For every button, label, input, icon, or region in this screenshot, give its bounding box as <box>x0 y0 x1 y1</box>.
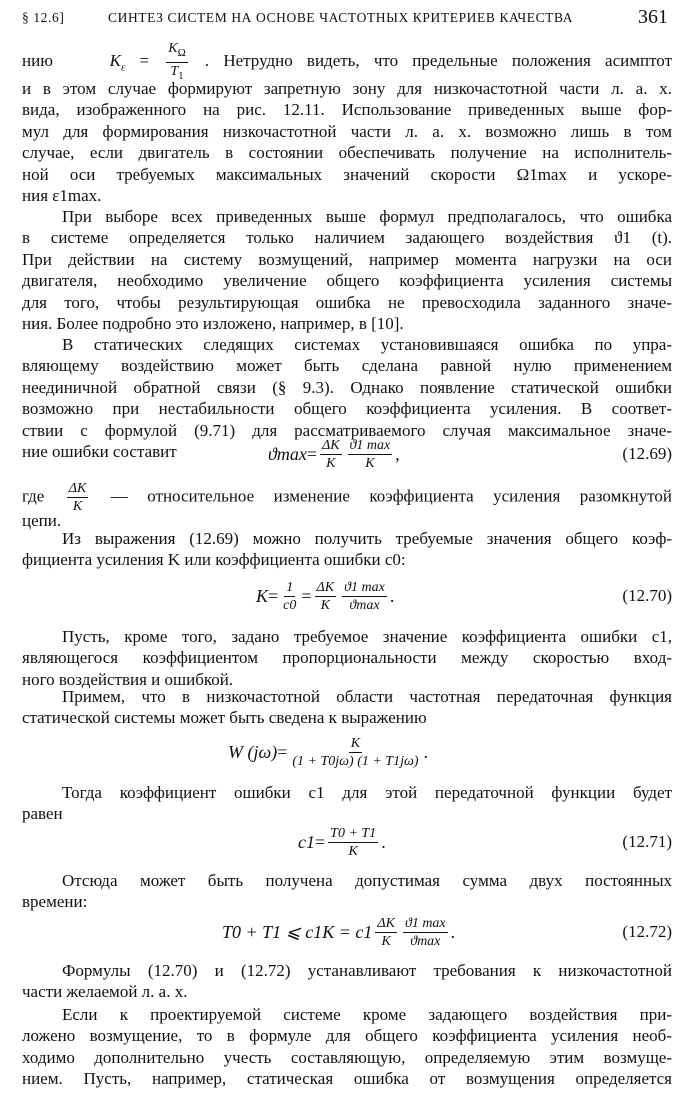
fraction <box>281 579 298 614</box>
paragraph-5 <box>22 528 672 571</box>
fraction-denominator: K <box>365 455 375 471</box>
text-line: вида, изображенного на рис. 12.11. Использование приведенных выше фор- <box>22 100 672 120</box>
fraction-denominator: (1 + T0jω) (1 + T1jω) <box>292 753 419 769</box>
fraction <box>320 437 342 472</box>
fraction-numerator: ϑ1 max <box>344 579 385 595</box>
text-line: равен <box>22 804 63 824</box>
fraction <box>375 915 397 950</box>
equation-transfer-function <box>22 728 672 776</box>
text-line: ние ошибки составит <box>22 442 177 462</box>
text-line: цепи. <box>22 511 62 530</box>
equation-number: (12.72) <box>622 922 672 941</box>
text-line: возможно при нестабильности общего коэффициента усиления. В соответ- <box>22 399 672 419</box>
equals-sign: = <box>315 831 326 852</box>
text-line: ствии с формулой (9.71) для рассматриваемого случая максимальное значе- <box>22 420 672 440</box>
text-line: Из выражения (12.69) можно получить требуемые значения общего коэф- <box>62 529 672 548</box>
equation-number: (12.70) <box>622 586 672 605</box>
text-line <box>22 480 673 514</box>
equation-12-71 <box>22 818 672 866</box>
fraction <box>290 735 420 770</box>
text-line: При выборе всех приведенных выше формул предполагалось, что ошибка <box>62 207 672 226</box>
text-line: ложено возмущение, то в формуле для общего коэффициента усиления необ- <box>22 1026 672 1046</box>
fraction-denominator: ϑmax <box>410 933 441 949</box>
text-line: Формулы (12.70) и (12.72) устанавливают требования к низкочастотной <box>62 961 672 980</box>
equation-12-70 <box>22 572 672 620</box>
fraction <box>403 915 448 950</box>
equals-sign: = <box>301 585 312 606</box>
text-line: Отсюда может быть получена допустимая сумма двух постоянных <box>62 871 672 890</box>
text-line: неединичной обратной связи (§ 9.3). Однако появление статической ошибки <box>22 377 672 397</box>
equation-lhs: T0 + T1 ⩽ c1K = c1 <box>222 921 373 942</box>
text-line: статической системы может быть сведена к выражению <box>22 708 427 728</box>
text-line: фициента усиления K или коэффициента ошибки c0: <box>22 550 406 570</box>
text-line: являющегося коэффициентом пропорциональности между скоростью вход- <box>22 648 672 668</box>
text-line: ной оси требуемых максимальных значений скорости Ω1max и ускоре- <box>22 164 672 184</box>
fraction <box>342 579 387 614</box>
text-line: вляющему воздействию может быть сделана равной нулю применением <box>22 356 672 376</box>
fraction-numerator: ϑ1 max <box>349 437 391 453</box>
paragraph-1 <box>22 40 672 206</box>
text-line: времени: <box>22 892 88 912</box>
page-number: 361 <box>638 6 668 28</box>
equals-sign: = <box>277 741 288 762</box>
fraction-numerator: T0 + T1 <box>330 825 377 841</box>
text-line: Если к проектируемой системе кроме задающего воздействия при- <box>62 1005 672 1024</box>
fraction-denominator: K <box>320 597 330 613</box>
text-line: ходимо дополнительно учесть составляющую, определяемую этим возмуще- <box>22 1047 672 1067</box>
text-line: части желаемой л. а. х. <box>22 982 188 1002</box>
fraction <box>315 579 337 614</box>
equals-sign: = <box>139 51 150 71</box>
fraction-numerator: 1 <box>286 579 294 595</box>
denominator-subscript: 1 <box>178 69 184 82</box>
text-line: При действии на систему возмущений, например момента нагрузки на оси <box>22 249 672 269</box>
text-line: двигателя, необходимо увеличение общего коэффициента усиления системы <box>22 271 672 291</box>
fraction-numerator: ΔK <box>316 579 335 595</box>
text: где <box>22 486 45 506</box>
equals-sign: = <box>268 585 279 606</box>
fraction-denominator: K <box>348 843 358 859</box>
text-line: Тогда коэффициент ошибки c1 для этой передаточной функции будет <box>62 783 672 802</box>
equation-number: (12.69) <box>622 444 672 463</box>
numerator-subscript: Ω <box>177 46 186 59</box>
fraction-denominator: ϑmax <box>349 597 380 613</box>
header-title: СИНТЕЗ СИСТЕМ НА ОСНОВЕ ЧАСТОТНЫХ КРИТЕРИЕВ КАЧЕСТВА <box>108 10 574 25</box>
text-line: В статических следящих системах установившаяся ошибка по упра- <box>62 335 672 354</box>
fraction-numerator: ϑ1 max <box>404 915 446 931</box>
fraction-denominator: K <box>381 933 391 949</box>
punctuation: , <box>395 443 400 464</box>
fraction <box>348 437 393 472</box>
fraction-denominator: T <box>170 63 179 79</box>
equation-lhs: ϑmax <box>268 443 307 464</box>
text-line: ния ε1max. <box>22 186 102 206</box>
text-line: ния. Более подробно это изложено, например, в [10]. <box>22 314 404 334</box>
text: нию <box>22 51 53 71</box>
punctuation: . <box>423 741 429 762</box>
text-line: в системе определяется только наличием задающего воздействия ϑ1 (t). <box>22 228 672 248</box>
fraction-numerator: ΔK <box>377 915 395 931</box>
text: — относительное изменение коэффициента усиления разомкнутой <box>110 486 673 506</box>
paragraph-10 <box>22 960 672 1003</box>
running-header <box>22 6 672 30</box>
paragraph-7 <box>22 686 672 729</box>
equation-lhs: W (jω) <box>228 741 278 762</box>
equation-number: (12.71) <box>622 832 672 851</box>
formula-subscript: ε <box>120 61 126 74</box>
punctuation: . <box>389 585 395 606</box>
paragraph-6 <box>22 626 672 690</box>
punctuation: . <box>450 921 456 942</box>
header-section: § 12.6] <box>22 10 65 25</box>
text-line: Пусть, кроме того, задано требуемое значение коэффициента ошибки c1, <box>62 627 672 646</box>
text: . Нетрудно видеть, что предельные положения асимптот <box>204 51 672 71</box>
text-line: ного воздействия и ошибкой. <box>22 669 234 689</box>
fraction <box>67 480 89 515</box>
equation-lhs: K <box>256 585 269 606</box>
paragraph-4 <box>22 480 672 531</box>
equals-sign: = <box>306 443 317 464</box>
fraction-numerator: ΔK <box>68 481 87 496</box>
text-line: Примем, что в низкочастотной области частотная передаточная функция <box>62 687 672 706</box>
equation-12-72 <box>22 908 672 956</box>
equation-lhs: c1 <box>298 831 315 852</box>
text-line: нием. Пусть, например, статическая ошибка от возмущения определяется <box>22 1069 672 1089</box>
paragraph-11 <box>22 1004 672 1090</box>
equation-12-69 <box>22 430 672 478</box>
fraction <box>328 825 378 860</box>
paragraph-2 <box>22 206 672 334</box>
punctuation: . <box>381 831 386 852</box>
fraction-numerator: K <box>350 735 361 751</box>
text-line <box>22 40 672 82</box>
formula-symbol: K <box>109 51 121 71</box>
fraction-denominator: c0 <box>283 597 297 613</box>
fraction-denominator: K <box>72 499 83 514</box>
text-line: мул для формирования низкочастотной части л. а. х. возможно лишь в том <box>22 121 672 141</box>
fraction-numerator: K <box>168 41 178 56</box>
text-line: случае, если двигатель в состоянии обеспечивать получение на исполнитель- <box>22 143 672 163</box>
fraction-denominator: K <box>326 455 336 471</box>
text-line: для того, чтобы результирующая ошибка не превосходила заданного значе- <box>22 292 672 312</box>
paragraph-9 <box>22 870 672 913</box>
text-line: и в этом случае формируют запретную зону для низкочастотной части л. а. х. <box>22 79 672 98</box>
fraction-numerator: ΔK <box>321 437 340 453</box>
